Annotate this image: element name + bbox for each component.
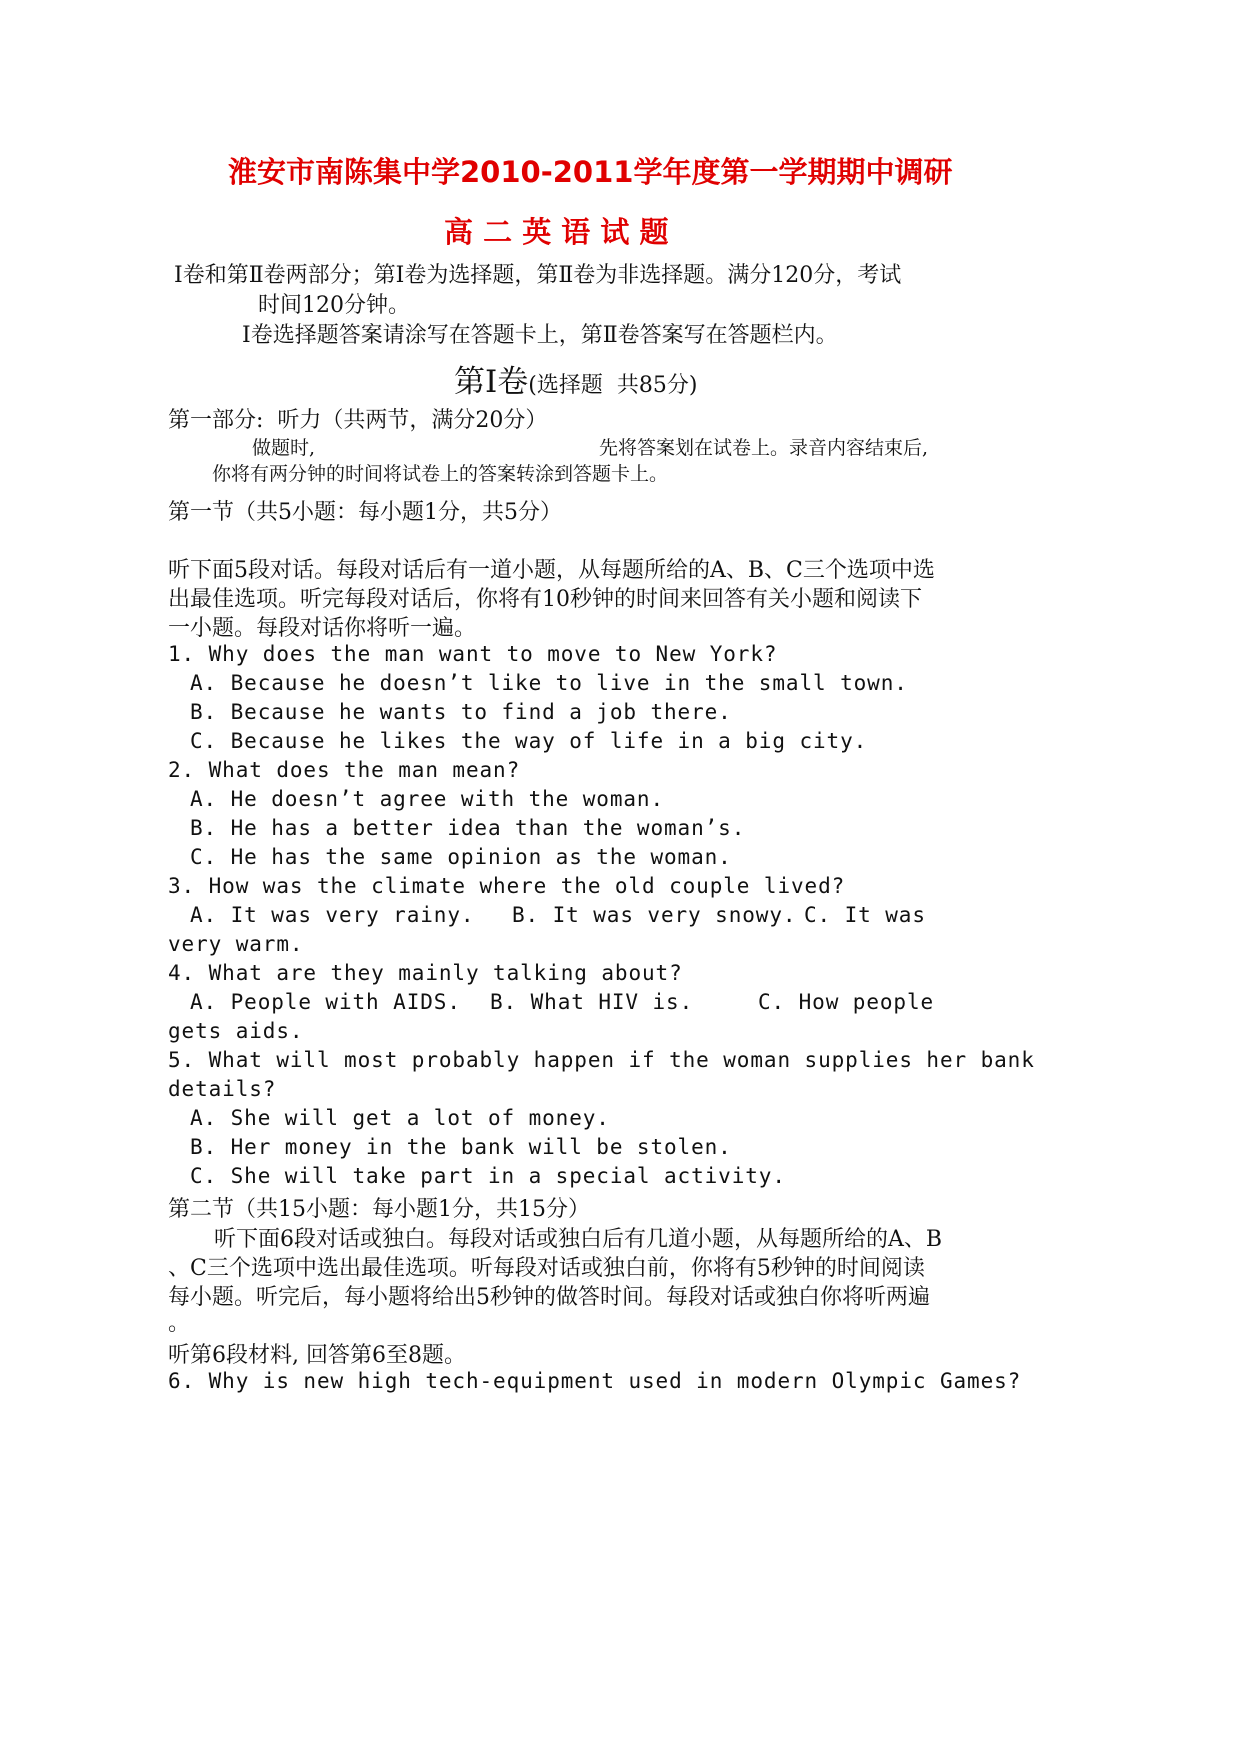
volume-heading-note: (选择题 共85分) [528,373,698,398]
question-1-option-c: C. Because he likes the way of life in a big city. [190,729,868,753]
part1-instruction-c: 你将有两分钟的时间将试卷上的答案转涂到答题卡上。 [212,463,669,485]
volume-heading-main: 第Ⅰ卷 [454,364,529,400]
material-6-heading: 听第6段材料, 回答第6至8题。 [168,1343,466,1368]
question-3-option-c: C. It was [804,903,926,927]
question-5-option-c: C. She will take part in a special activity. [190,1164,786,1188]
question-3-option-a: A. It was very rainy. [190,903,475,927]
note-line-3: Ⅰ卷选择题答案请涂写在答题卡上，第Ⅱ卷答案写在答题栏内。 [242,323,838,348]
question-3-option-b: B. It was very snowy. [512,903,797,927]
section2-intro-1: 听下面6段对话或独白。每段对话或独白后有几道小题，从每题所给的A、B [214,1227,943,1252]
section2-intro-4: 。 [168,1311,191,1336]
question-1: 1. Why does the man want to move to New York? [168,642,778,666]
question-2-option-b: B. He has a better idea than the woman’s. [190,816,746,840]
question-5-continued: details? [168,1077,277,1101]
question-4-option-c-continued: gets aids. [168,1019,304,1043]
section1-intro-2: 出最佳选项。听完每段对话后，你将有10秒钟的时间来回答有关小题和阅读下 [168,587,922,612]
question-3-option-c-continued: very warm. [168,932,304,956]
question-2-option-a: A. He doesn’t agree with the woman. [190,787,665,811]
question-4-option-b: B. What HIV is. [490,990,694,1014]
section1-intro-1: 听下面5段对话。每段对话后有一道小题，从每题所给的A、B、C三个选项中选 [168,558,935,583]
part1-instruction-b: 先将答案划在试卷上。录音内容结束后, [599,437,929,459]
question-2: 2. What does the man mean? [168,758,521,782]
question-4: 4. What are they mainly talking about? [168,961,683,985]
section1-heading: 第一节（共5小题：每小题1分，共5分） [168,500,562,525]
exam-subtitle: 高 二 英 语 试 题 [444,215,669,249]
question-6: 6. Why is new high tech-equipment used in modern Olympic Games? [168,1369,1022,1393]
question-1-option-b: B. Because he wants to find a job there. [190,700,732,724]
question-5-option-a: A. She will get a lot of money. [190,1106,610,1130]
part1-heading: 第一部分: 听力（共两节，满分20分） [168,408,548,433]
section2-intro-3: 每小题。听完后，每小题将给出5秒钟的做答时间。每段对话或独白你将听两遍 [168,1285,930,1310]
exam-title: 淮安市南陈集中学2010-2011学年度第一学期期中调研 [228,155,953,189]
section2-intro-2: 、C三个选项中选出最佳选项。听每段对话或独白前，你将有5秒钟的时间阅读 [168,1256,925,1281]
question-5-option-b: B. Her money in the bank will be stolen. [190,1135,732,1159]
question-4-option-c: C. How people [758,990,935,1014]
question-1-option-a: A. Because he doesn’t like to live in the small town. [190,671,908,695]
question-4-option-a: A. People with AIDS. [190,990,461,1014]
question-2-option-c: C. He has the same opinion as the woman. [190,845,732,869]
note-line-1: Ⅰ卷和第Ⅱ卷两部分；第Ⅰ卷为选择题，第Ⅱ卷为非选择题。满分120分，考试 [174,263,902,288]
section2-heading: 第二节（共15小题：每小题1分，共15分） [168,1197,590,1222]
volume-heading [454,356,697,401]
section1-intro-3: 一小题。每段对话你将听一遍。 [168,616,477,641]
note-line-2: 时间120分钟。 [258,293,410,318]
part1-instruction-a: 做题时, [252,437,316,459]
question-5: 5. What will most probably happen if the woman supplies her bank [168,1048,1035,1072]
question-3: 3. How was the climate where the old couple lived? [168,874,846,898]
